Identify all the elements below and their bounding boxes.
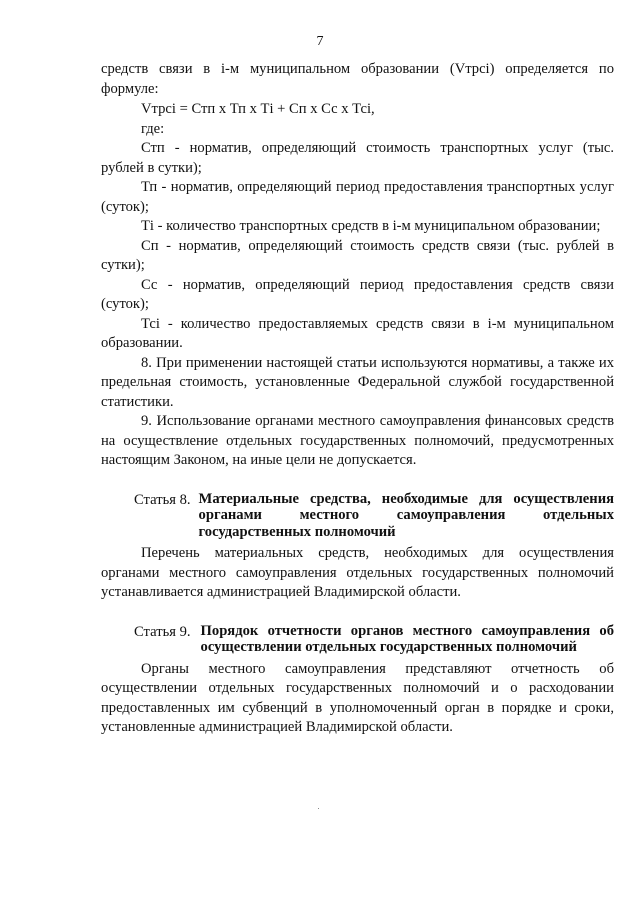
article-8-title: Материальные средства, необходимые для осуществления органами местного самоуправления отдельных государственных полномочий [198,490,614,540]
article-9-heading [101,623,614,656]
paragraph-formula-intro: средств связи в i-м муниципальном образовании (Vтрсi) определяется по формуле: [101,61,614,97]
scan-speck [318,808,319,809]
article-9-body: Органы местного самоуправления представляют отчетность об осуществлении отдельных государственных полномочий и о расходовании предоставленных им субвенций в уполномоченный орган в порядке и сроки, установленные администрацией Владимирской области. [101,660,614,735]
item-9: 9. Использование органами местного самоуправления финансовых средств на осуществление отдельных государственных полномочий, предусмотренных настоящим Законом, на иные цели не допускается. [101,413,614,468]
document-body [101,60,614,738]
article-9-title: Порядок отчетности органов местного самоуправления об осуществлении отдельных государственных полномочий [200,622,614,655]
definition-tci: Тсi - количество предоставляемых средств связи в i-м муниципальном образовании. [101,315,614,351]
article-9-label: Статья 9. [134,623,191,640]
article-8-body: Перечень материальных средств, необходимых для осуществления органами местного самоуправления отдельных государственных полномочий устанавливается администрацией Владимирской области. [101,545,614,600]
page-number: 7 [316,34,324,49]
definition-ctp: Стп - норматив, определяющий стоимость транспортных услуг (тыс. рублей в сутки); [101,140,614,176]
definition-cc: Сс - норматив, определяющий период предоставления средств связи (суток); [101,276,614,312]
definition-ti: Тi - количество транспортных средств в i-м муниципальном образовании; [141,218,601,234]
item-8: 8. При применении настоящей статьи используются нормативы, а также их предельная стоимость, установленные Федеральной службой государственной статистики. [101,354,614,410]
definition-tp: Тп - норматив, определяющий период предоставления транспортных услуг (суток); [101,179,614,215]
definition-cp: Сп - норматив, определяющий стоимость средств связи (тыс. рублей в сутки); [101,237,614,273]
article-8-label: Статья 8. [134,491,191,508]
formula-where: где: [141,120,165,137]
formula: Vтрсi = Стп х Тп х Тi + Сп х Сс х Тсi, [141,101,375,117]
article-8-heading [101,491,614,541]
